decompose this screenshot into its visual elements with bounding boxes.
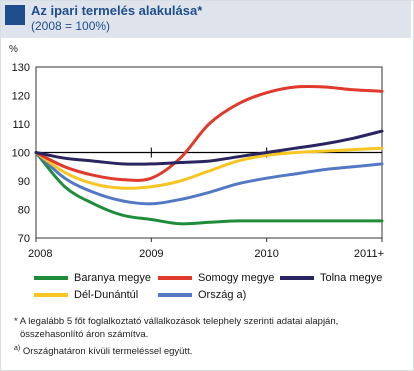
legend-item xyxy=(34,272,151,284)
y-tick-label: 120 xyxy=(11,90,30,103)
footnote-a xyxy=(14,342,404,358)
legend-swatch xyxy=(158,276,192,280)
footnote-a-marker: a) xyxy=(14,345,21,352)
chart-title: Az ipari termelés alakulása* xyxy=(31,3,203,18)
x-tick-label: 2011+ xyxy=(353,248,384,260)
legend-label: Ország a) xyxy=(198,289,247,301)
legend-label: Baranya megye xyxy=(74,272,152,284)
x-tick-label: 2010 xyxy=(254,248,279,260)
legend-label: Dél-Dunántúl xyxy=(74,289,139,301)
chart-legend xyxy=(36,272,406,306)
footnote-a-text: Országhatáron kívüli termeléssel együtt. xyxy=(20,346,193,358)
y-tick-label: 110 xyxy=(12,119,30,131)
y-tick-label: 90 xyxy=(17,176,30,188)
x-tick-label: 2008 xyxy=(28,248,53,260)
series-line-tolna-megye xyxy=(36,131,382,164)
chart-subtitle: (2008 = 100%) xyxy=(31,19,111,33)
y-axis-unit: % xyxy=(9,44,18,55)
legend-label: Somogy megye xyxy=(198,272,275,284)
footnote-star-line1: * A legalább 5 főt foglalkoztató vállalkozások telephely szerinti adatai alapján, xyxy=(14,316,339,327)
series-line-somogy-megye xyxy=(36,86,382,180)
footnote-star xyxy=(14,315,404,341)
legend-item xyxy=(158,272,274,284)
legend-swatch xyxy=(34,276,68,280)
y-tick-label: 130 xyxy=(11,62,30,74)
legend-item xyxy=(280,272,382,284)
y-tick-label: 100 xyxy=(11,147,30,160)
x-tick-label: 2009 xyxy=(139,248,164,260)
footnote-star-line2: összehasonlító áron számítva. xyxy=(20,329,149,340)
legend-swatch xyxy=(34,293,68,297)
legend-swatch xyxy=(158,293,192,297)
legend-label: Tolna megye xyxy=(320,272,383,284)
legend-item xyxy=(34,289,138,301)
y-tick-label: 80 xyxy=(17,204,30,217)
legend-swatch xyxy=(280,276,314,280)
series-line-baranya-megye xyxy=(36,153,382,224)
y-tick-label: 70 xyxy=(17,233,30,245)
legend-item xyxy=(158,289,246,301)
